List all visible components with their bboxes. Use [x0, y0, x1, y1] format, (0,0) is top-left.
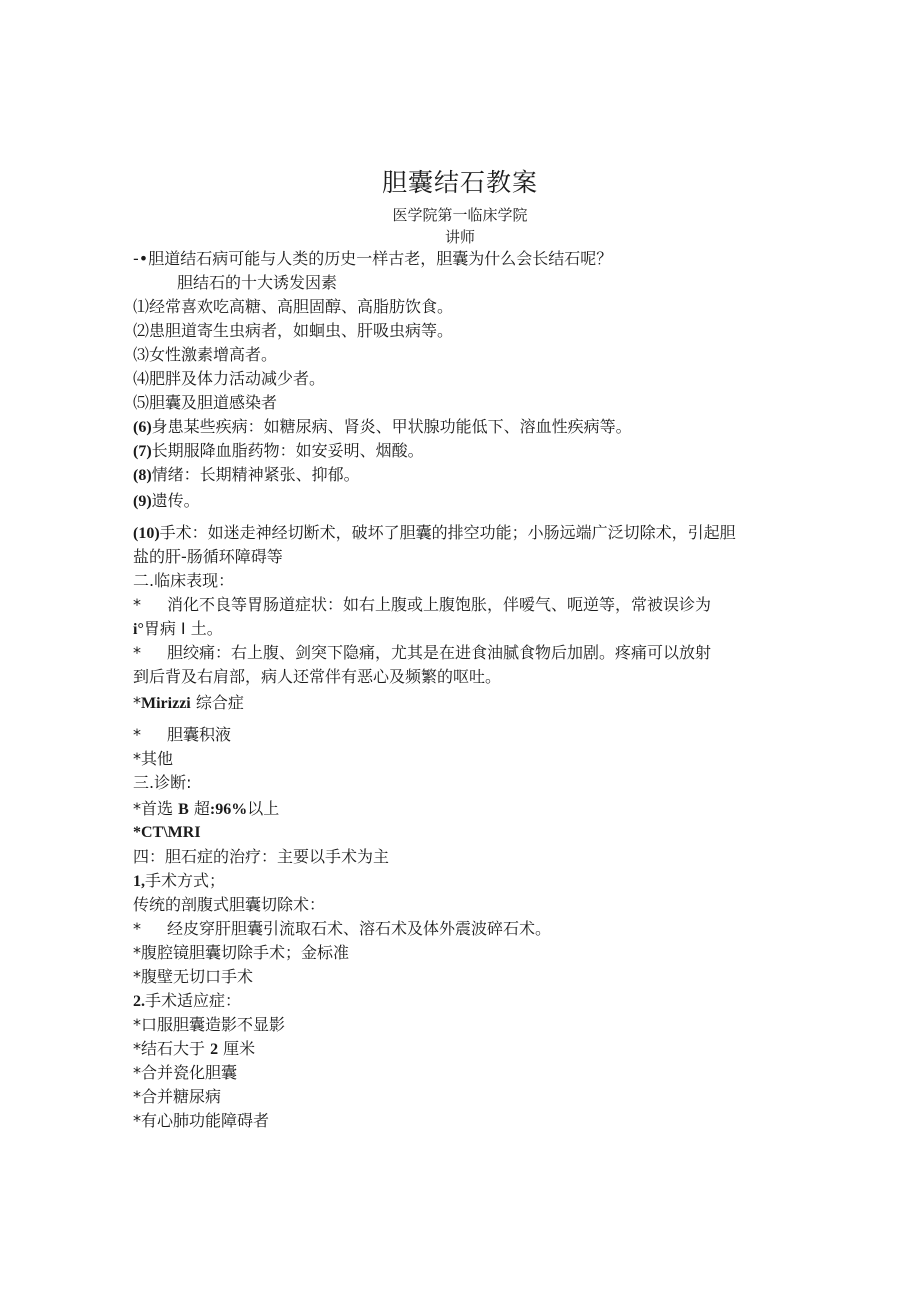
treatment-subheading: 2.手术适应症： — [133, 991, 242, 1010]
clinical-item-continuation: i°胃病 I 土。 — [133, 619, 223, 638]
treatment-subheading: 1,手术方式； — [133, 871, 226, 890]
treatment-heading: 四：胆石症的治疗：主要以手术为主 — [133, 847, 390, 866]
diagnosis-item: *首选 B 超:96%以上 — [133, 799, 280, 818]
indication-item: *有心肺功能障碍者 — [133, 1111, 270, 1130]
institution: 医学院第一临床学院 — [392, 206, 528, 224]
method-item: * 经皮穿肝胆囊引流取石术、溶石术及体外震波碎石术。 — [133, 919, 552, 938]
intro-question: -•胆道结石病可能与人类的历史一样古老，胆囊为什么会长结石呢？ — [133, 249, 613, 268]
indication-item: *结石大于 2 厘米 — [133, 1039, 256, 1058]
factor-item: (7)长期服降血脂药物：如安妥明、烟酸。 — [133, 441, 424, 460]
clinical-item: * 胆囊积液 — [133, 725, 232, 744]
factor-item: ⑵患胆道寄生虫病者，如蛔虫、肝吸虫病等。 — [133, 321, 454, 340]
indication-item: *口服胆囊造影不显影 — [133, 1015, 286, 1034]
doc-title: 胆囊结石教案 — [381, 168, 538, 197]
method-item: *腹腔镜胆囊切除手术；金标准 — [133, 943, 350, 962]
clinical-item: * 胆绞痛：右上腹、剑突下隐痛，尤其是在进食油腻食物后加剧。疼痛可以放射 — [133, 643, 712, 662]
clinical-item: * 消化不良等胃肠道症状：如右上腹或上腹饱胀，伴嗳气、呃逆等，常被误诊为 — [133, 595, 712, 614]
factor-item: ⑸胆囊及胆道感染者 — [133, 393, 278, 412]
factor-item: (10)手术：如迷走神经切断术，破坏了胆囊的排空功能；小肠远端广泛切除术，引起胆 — [133, 523, 736, 542]
factor-item: ⑴经常喜欢吃高糖、高胆固醇、高脂肪饮食。 — [133, 297, 454, 316]
indication-item: *合并瓷化胆囊 — [133, 1063, 238, 1082]
factor-item: (8)情绪：长期精神紧张、抑郁。 — [133, 465, 360, 484]
factor-item: (6)身患某些疾病：如糖尿病、肾炎、甲状腺功能低下、溶血性疾病等。 — [133, 417, 632, 436]
diagnosis-heading: 三.诊断: — [133, 773, 192, 792]
diagnosis-item: *CT\MRI — [133, 824, 201, 841]
traditional-surgery: 传统的剖腹式胆囊切除术： — [133, 895, 326, 914]
factor-item: ⑶女性激素增高者。 — [133, 345, 278, 364]
factor-item: (9)遗传。 — [133, 491, 200, 510]
indication-item: *合并糖尿病 — [133, 1087, 222, 1106]
author-role: 讲师 — [444, 228, 475, 246]
clinical-item-continuation: 到后背及右肩部，病人还常伴有恶心及频繁的呕吐。 — [133, 667, 502, 686]
clinical-item: *其他 — [133, 749, 174, 768]
method-item: *腹壁无切口手术 — [133, 967, 254, 986]
clinical-heading: 二.临床表现： — [133, 571, 235, 590]
factors-heading: 胆结石的十大诱发因素 — [177, 273, 338, 292]
factor-item: ⑷肥胖及体力活动减少者。 — [133, 369, 326, 388]
factor-item-continuation: 盐的肝-肠循环障碍等 — [133, 547, 283, 566]
clinical-item: *Mirizzi 综合症 — [133, 693, 244, 712]
